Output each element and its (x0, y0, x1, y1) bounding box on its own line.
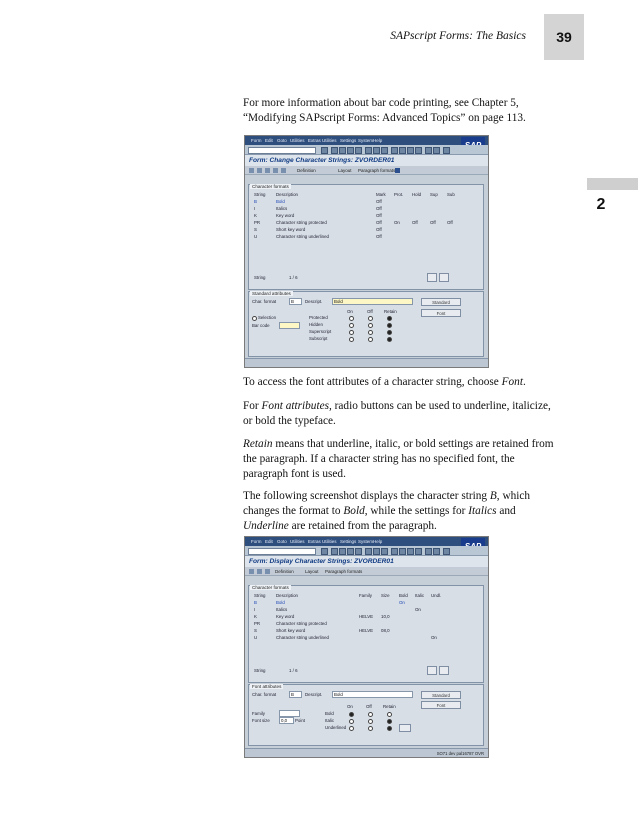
table-cell: HELVE (359, 614, 374, 619)
selection-label: Selection (258, 315, 277, 320)
paragraph-formats-button[interactable]: Paragraph formats (325, 568, 363, 574)
menu-item[interactable]: Goto (277, 138, 287, 143)
on-radio[interactable] (349, 726, 354, 731)
column-header: Italic (415, 593, 425, 598)
table-cell: Bold (276, 199, 285, 204)
table-cell[interactable]: S (254, 628, 257, 633)
paragraph-formats-button[interactable]: Paragraph formats (358, 167, 396, 173)
table-cell: Off (376, 213, 382, 218)
column-header: Sub (447, 192, 455, 197)
string-label: String (254, 668, 266, 673)
text-run: radio buttons can be used to underline, italicize, (331, 400, 551, 412)
on-radio[interactable] (349, 719, 354, 724)
column-header: Undl. (431, 593, 442, 598)
table-cell[interactable]: PR (254, 220, 261, 225)
save-icon[interactable] (331, 548, 338, 555)
selection-radio[interactable] (252, 316, 257, 321)
on-radio[interactable] (349, 323, 354, 328)
barcode-field[interactable] (279, 322, 300, 329)
table-cell[interactable]: I (254, 607, 256, 612)
prev-page-icon[interactable] (399, 548, 406, 555)
column-header: String (254, 593, 266, 598)
menu-item[interactable]: Edit (265, 138, 273, 143)
table-cell: 10,0 (381, 614, 390, 619)
shortcut-icon[interactable] (433, 147, 440, 154)
table-cell: Off (376, 199, 382, 204)
chapter-tab-marker (587, 178, 638, 190)
retain-radio[interactable] (387, 330, 392, 335)
cancel-icon[interactable] (355, 548, 362, 555)
text-run: or bold the typeface. (243, 415, 336, 427)
group-title: Character formats (252, 585, 289, 590)
retain-radio[interactable] (387, 712, 392, 717)
paragraph-retain (243, 437, 588, 482)
table-cell[interactable]: U (254, 635, 258, 640)
text-line: “Modifying SAPscript Forms: Advanced Topics” on page 113. (243, 112, 526, 124)
column-header: Description (276, 593, 298, 598)
table-cell: 08,0 (381, 628, 390, 633)
enter-icon[interactable] (321, 548, 328, 555)
running-header-title: SAPscript Forms: The Basics (390, 30, 526, 42)
attribute-label: Underlined (325, 725, 347, 730)
table-cell: On (431, 635, 437, 640)
font-attributes-group (248, 684, 484, 746)
table-cell: Key word (276, 213, 295, 218)
back-icon[interactable] (339, 147, 346, 154)
text-run-italic: Font attributes, (261, 400, 332, 412)
table-cell[interactable]: K (254, 213, 257, 218)
off-radio[interactable] (368, 316, 373, 321)
glasses-icon[interactable] (399, 724, 411, 732)
on-radio[interactable] (349, 316, 354, 321)
font-size-field[interactable]: 0,0 (279, 717, 294, 724)
scroll-up-button[interactable] (427, 273, 437, 282)
find-icon[interactable] (373, 147, 380, 154)
command-field[interactable] (248, 147, 316, 154)
paragraph-font-access (243, 375, 588, 390)
off-radio[interactable] (368, 337, 373, 342)
table-cell: On (394, 220, 400, 225)
group-title: Standard attributes (252, 291, 291, 296)
text-run: and (496, 505, 516, 517)
table-cell: HELVE (359, 628, 374, 633)
text-run: changes the format to (243, 505, 344, 517)
check-icon[interactable] (257, 569, 262, 574)
chapter-number: 2 (596, 196, 606, 213)
string-navigation-count: 1 / 6 (289, 668, 298, 673)
status-text: SO71 dev pal16787 OVR (436, 750, 484, 756)
on-radio[interactable] (349, 712, 354, 717)
exit-icon[interactable] (347, 147, 354, 154)
menu-item[interactable]: Edit (265, 539, 273, 544)
create-icon[interactable] (273, 168, 278, 173)
layout-button[interactable]: Layout (305, 568, 319, 574)
retain-radio[interactable] (387, 719, 392, 724)
table-cell: Italics (276, 206, 288, 211)
on-radio[interactable] (349, 337, 354, 342)
paragraph-display-screenshot (243, 489, 588, 534)
menu-item[interactable]: Settings (340, 539, 357, 544)
page-number: 39 (544, 14, 584, 60)
table-cell: Off (447, 220, 453, 225)
table-cell: Off (376, 206, 382, 211)
check-icon[interactable] (257, 168, 262, 173)
column-header: Hold (412, 192, 422, 197)
menu-item[interactable]: Help (373, 539, 383, 544)
column-header: Off (366, 704, 372, 709)
description-label: Descript. (305, 692, 323, 697)
attribute-label: Superscript (309, 329, 332, 334)
retain-radio[interactable] (387, 726, 392, 731)
sap-system-toolbar (245, 546, 488, 556)
last-page-icon[interactable] (415, 548, 422, 555)
off-radio[interactable] (368, 330, 373, 335)
table-cell: Short key word (276, 628, 306, 633)
new-session-icon[interactable] (425, 147, 432, 154)
menu-item[interactable]: Form (251, 539, 262, 544)
column-header: On (347, 309, 353, 314)
group-title: Font attributes (252, 684, 282, 689)
text-run-italic: Bold (343, 505, 365, 517)
column-header: Off (367, 309, 373, 314)
status-bar (245, 358, 488, 367)
text-run: , which (496, 490, 531, 502)
screen-title: Form: Change Character Strings: ZVORDER01 (245, 155, 488, 166)
save-icon[interactable] (331, 147, 338, 154)
text-run-italic: Font (501, 376, 523, 388)
display-change-icon[interactable] (249, 569, 254, 574)
definition-button[interactable]: Definition (297, 167, 316, 173)
table-cell[interactable]: B (254, 600, 257, 605)
table-cell: Character string protected (276, 220, 327, 225)
column-header: Size (381, 593, 390, 598)
standard-attributes-group (248, 291, 484, 357)
font-size-label: Font size (252, 718, 270, 723)
menu-item[interactable]: Goto (277, 539, 287, 544)
table-cell: On (415, 607, 421, 612)
retain-radio[interactable] (387, 323, 392, 328)
table-cell: Character string underlined (276, 635, 329, 640)
table-cell[interactable]: S (254, 227, 257, 232)
command-field[interactable] (248, 548, 316, 555)
table-cell: Off (376, 227, 382, 232)
text-run: . (522, 376, 526, 388)
text-run: For (243, 400, 262, 412)
paragraph-barcode-reference (243, 96, 588, 126)
character-formats-group (248, 585, 484, 683)
definition-button[interactable]: Definition (275, 568, 294, 574)
menu-item[interactable]: Utilities (290, 138, 305, 143)
text-run-italic: Underline (243, 520, 289, 532)
attribute-label: Bold (325, 711, 334, 716)
help-icon[interactable] (443, 147, 450, 154)
text-run: are retained from the paragraph. (288, 520, 437, 532)
scroll-up-button[interactable] (427, 666, 437, 675)
scroll-down-button[interactable] (439, 273, 449, 282)
attribute-label: Hidden (309, 322, 323, 327)
barcode-label: Bar code (252, 323, 270, 328)
table-cell[interactable]: U (254, 234, 258, 239)
text-line: For more information about bar code printing, see Chapter 5, (243, 97, 519, 109)
create-icon[interactable] (265, 569, 270, 574)
font-button[interactable]: Font (421, 701, 461, 709)
group-title: Character formats (252, 184, 289, 189)
find-icon[interactable] (373, 548, 380, 555)
attribute-label: Protected (309, 315, 328, 320)
sap-window-display-character-strings (244, 536, 489, 758)
text-run: paragraph font is used. (243, 468, 346, 480)
off-radio[interactable] (368, 726, 373, 731)
enter-icon[interactable] (321, 147, 328, 154)
char-format-field[interactable]: B (289, 691, 302, 698)
off-radio[interactable] (368, 719, 373, 724)
menu-item[interactable]: Utilities (290, 539, 305, 544)
character-formats-group (248, 184, 484, 290)
string-label: String (254, 275, 266, 280)
menu-item[interactable]: Utilities (322, 138, 337, 143)
column-header: Retain (384, 309, 397, 314)
family-label: Family (252, 711, 265, 716)
display-change-icon[interactable] (249, 168, 254, 173)
sap-system-toolbar (245, 145, 488, 155)
activate-icon[interactable] (265, 168, 270, 173)
menu-item[interactable]: Extras (308, 539, 321, 544)
text-run: the paragraph. If a character string has no specified font, the (243, 453, 515, 465)
column-header: Family (359, 593, 372, 598)
table-cell: Off (376, 220, 382, 225)
last-page-icon[interactable] (415, 147, 422, 154)
retain-radio[interactable] (387, 316, 392, 321)
next-page-icon[interactable] (407, 548, 414, 555)
screen-title: Form: Display Character Strings: ZVORDER01 (245, 556, 488, 567)
text-run-italic: Italics (468, 505, 497, 517)
retain-radio[interactable] (387, 337, 392, 342)
table-cell: Off (376, 234, 382, 239)
table-cell: Key word (276, 614, 295, 619)
family-field[interactable] (279, 710, 300, 717)
sap-menu-bar (245, 537, 488, 546)
column-header: Sup (430, 192, 438, 197)
menu-item[interactable]: Form (251, 138, 262, 143)
menu-item[interactable]: Extras (308, 138, 321, 143)
attribute-label: Italic (325, 718, 335, 723)
table-cell: Bold (276, 600, 285, 605)
on-radio[interactable] (349, 330, 354, 335)
column-header: Description (276, 192, 298, 197)
description-field[interactable]: Bold (332, 691, 413, 698)
table-cell[interactable]: B (254, 199, 257, 204)
exit-icon[interactable] (347, 548, 354, 555)
find-next-icon[interactable] (381, 147, 388, 154)
description-field[interactable]: Bold (332, 298, 413, 305)
cancel-icon[interactable] (355, 147, 362, 154)
table-cell[interactable]: K (254, 614, 257, 619)
column-header: String (254, 192, 266, 197)
standard-button[interactable]: Standard (421, 691, 461, 699)
column-header: Retain (383, 704, 396, 709)
application-toolbar (245, 166, 488, 175)
scroll-down-button[interactable] (439, 666, 449, 675)
description-label: Descript. (305, 299, 323, 304)
font-size-unit: Point (295, 718, 306, 723)
menu-item[interactable]: System (358, 138, 374, 143)
string-navigation-count: 1 / 6 (289, 275, 298, 280)
char-format-field[interactable]: B (289, 298, 302, 305)
delete-icon[interactable] (281, 168, 286, 173)
menu-item[interactable]: Help (373, 138, 383, 143)
prev-page-icon[interactable] (399, 147, 406, 154)
sap-window-change-character-strings (244, 135, 489, 368)
font-button[interactable]: Font (421, 309, 461, 317)
text-run: To access the font attributes of a character string, choose (243, 376, 502, 388)
find-next-icon[interactable] (381, 548, 388, 555)
text-run: The following screenshot displays the character string (243, 490, 490, 502)
column-header: Mark (376, 192, 386, 197)
first-page-icon[interactable] (391, 548, 398, 555)
off-radio[interactable] (368, 323, 373, 328)
info-icon[interactable] (395, 168, 400, 173)
table-cell: Short key word (276, 227, 306, 232)
standard-button[interactable]: Standard (421, 298, 461, 306)
text-run-italic: B (489, 490, 497, 502)
column-header: Bold (399, 593, 408, 598)
table-cell: Italics (276, 607, 288, 612)
char-format-label: Char. format (252, 299, 277, 304)
menu-item[interactable]: Utilities (322, 539, 337, 544)
shortcut-icon[interactable] (433, 548, 440, 555)
print-icon[interactable] (365, 548, 372, 555)
layout-button[interactable]: Layout (338, 167, 352, 173)
menu-item[interactable]: System (358, 539, 374, 544)
text-run: means that underline, italic, or bold settings are retained from (272, 438, 554, 450)
table-cell: Off (430, 220, 436, 225)
table-cell[interactable]: PR (254, 621, 261, 626)
table-cell: Character string protected (276, 621, 327, 626)
attribute-label: Subscript (309, 336, 328, 341)
sap-menu-bar (245, 136, 488, 145)
text-run-italic: Retain (243, 438, 273, 450)
off-radio[interactable] (368, 712, 373, 717)
table-cell[interactable]: I (254, 206, 256, 211)
back-icon[interactable] (339, 548, 346, 555)
help-icon[interactable] (443, 548, 450, 555)
print-icon[interactable] (365, 147, 372, 154)
new-session-icon[interactable] (425, 548, 432, 555)
column-header: On (347, 704, 353, 709)
column-header: Prot. (394, 192, 404, 197)
table-cell: Off (412, 220, 418, 225)
status-bar (245, 748, 488, 757)
paragraph-font-attributes (243, 399, 588, 429)
menu-item[interactable]: Settings (340, 138, 357, 143)
char-format-label: Char. format (252, 692, 277, 697)
application-toolbar (245, 567, 488, 576)
text-run: , while the settings for (364, 505, 469, 517)
first-page-icon[interactable] (391, 147, 398, 154)
table-cell: On (399, 600, 405, 605)
table-cell: Character string underlined (276, 234, 329, 239)
next-page-icon[interactable] (407, 147, 414, 154)
